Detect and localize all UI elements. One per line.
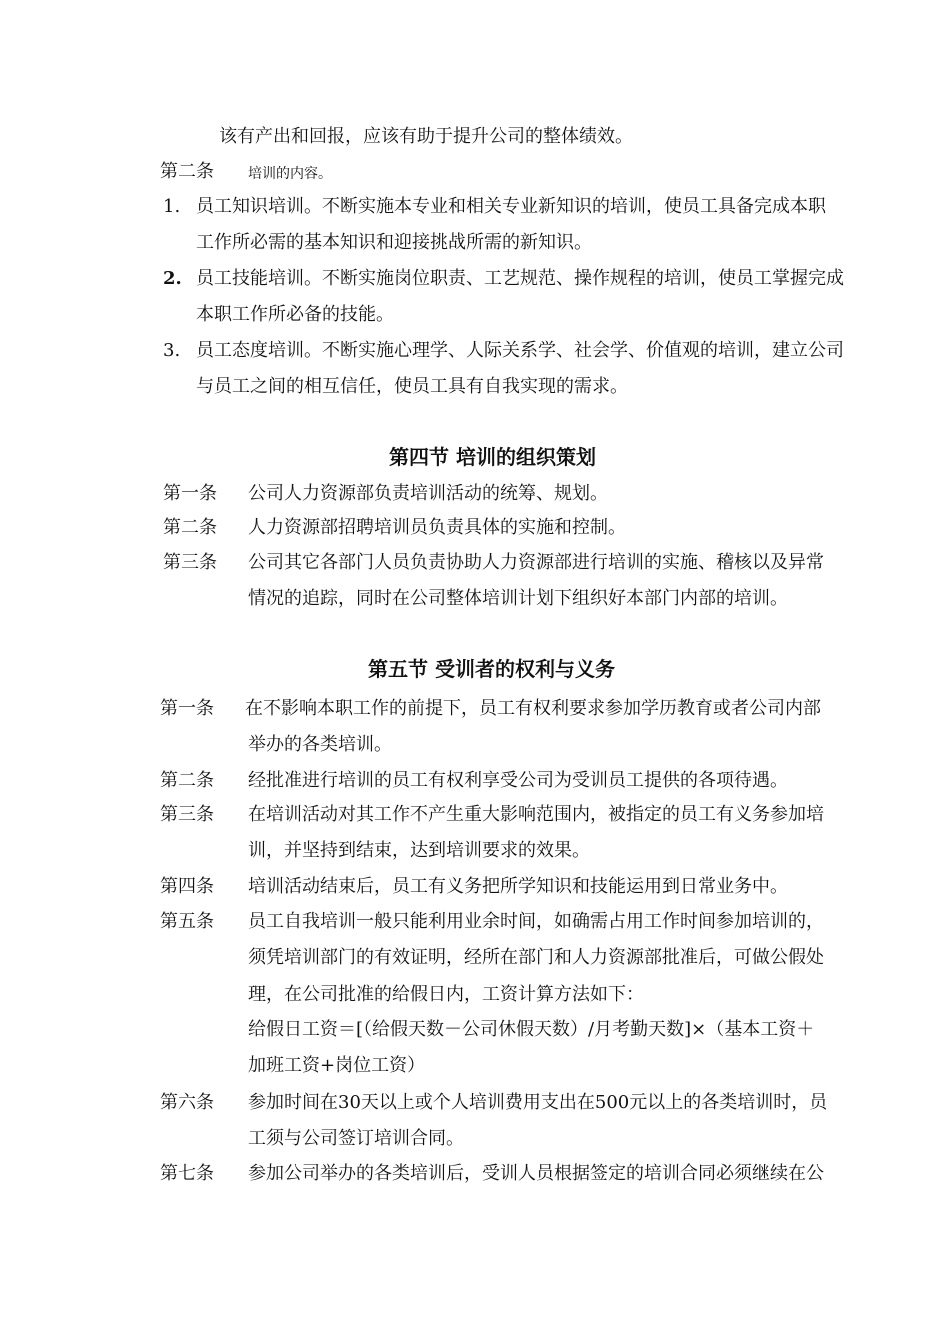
article-label: 第二条 — [160, 161, 214, 182]
article-label: 第五条 — [160, 911, 214, 932]
article-text: 在培训活动对其工作不产生重大影响范围内，被指定的员工有义务参加培 — [248, 804, 824, 825]
article-label: 第三条 — [163, 552, 217, 573]
continuation-line: 该有产出和回报，应该有助于提升公司的整体绩效。 — [219, 126, 633, 147]
list-item-text-cont: 本职工作所必备的技能。 — [196, 304, 394, 325]
article-label: 第二条 — [163, 517, 217, 538]
article-text: 参加公司举办的各类培训后，受训人员根据签定的培训合同必须继续在公 — [248, 1163, 824, 1184]
article-text: 经批准进行培训的员工有权利享受公司为受训员工提供的各项待遇。 — [248, 770, 788, 791]
list-item-text: 员工态度培训。不断实施心理学、人际关系学、社会学、价值观的培训，建立公司 — [196, 340, 844, 361]
article-label: 第四条 — [160, 876, 214, 897]
article-text: 人力资源部招聘培训员负责具体的实施和控制。 — [248, 517, 626, 538]
article-text-cont: 理，在公司批准的给假日内，工资计算方法如下： — [248, 984, 644, 1005]
list-item-text: 员工知识培训。不断实施本专业和相关专业新知识的培训，使员工具备完成本职 — [196, 196, 826, 217]
article-label: 第一条 — [163, 483, 217, 504]
list-item-text-cont: 与员工之间的相互信任，使员工具有自我实现的需求。 — [196, 376, 628, 397]
list-number: 2. — [163, 268, 182, 289]
article-label: 第七条 — [160, 1163, 214, 1184]
article-text-cont: 须凭培训部门的有效证明，经所在部门和人力资源部批准后，可做公假处 — [248, 947, 824, 968]
section-heading: 第五节 受训者的权利与义务 — [368, 657, 615, 681]
article-label: 第二条 — [160, 770, 214, 791]
article-text: 培训的内容。 — [248, 166, 332, 182]
article-text: 公司其它各部门人员负责协助人力资源部进行培训的实施、稽核以及异常 — [248, 552, 824, 573]
article-text-cont: 工须与公司签订培训合同。 — [248, 1128, 464, 1149]
article-text-cont: 情况的追踪，同时在公司整体培训计划下组织好本部门内部的培训。 — [248, 588, 788, 609]
list-item-text-cont: 工作所必需的基本知识和迎接挑战所需的新知识。 — [196, 232, 592, 253]
list-number: 3. — [163, 340, 181, 361]
article-label: 第六条 — [160, 1092, 214, 1113]
article-text: 培训活动结束后，员工有义务把所学知识和技能运用到日常业务中。 — [248, 876, 788, 897]
section-heading: 第四节 培训的组织策划 — [389, 445, 596, 469]
formula-line-cont: 加班工资+岗位工资） — [248, 1055, 426, 1076]
list-number: 1. — [163, 196, 181, 217]
article-text-cont: 训，并坚持到结束，达到培训要求的效果。 — [248, 840, 590, 861]
list-item-text: 员工技能培训。不断实施岗位职责、工艺规范、操作规程的培训，使员工掌握完成 — [196, 268, 844, 289]
formula-line: 给假日工资＝[（给假天数－公司休假天数）/月考勤天数]×（基本工资＋ — [248, 1019, 815, 1040]
article-text: 公司人力资源部负责培训活动的统筹、规划。 — [248, 483, 608, 504]
article-text: 在不影响本职工作的前提下，员工有权利要求参加学历教育或者公司内部 — [245, 698, 821, 719]
article-text: 员工自我培训一般只能利用业余时间，如确需占用工作时间参加培训的， — [248, 911, 824, 932]
article-text-cont: 举办的各类培训。 — [248, 734, 392, 755]
article-label: 第一条 — [160, 698, 214, 719]
article-text: 参加时间在30天以上或个人培训费用支出在500元以上的各类培训时，员 — [248, 1092, 828, 1113]
article-label: 第三条 — [160, 804, 214, 825]
